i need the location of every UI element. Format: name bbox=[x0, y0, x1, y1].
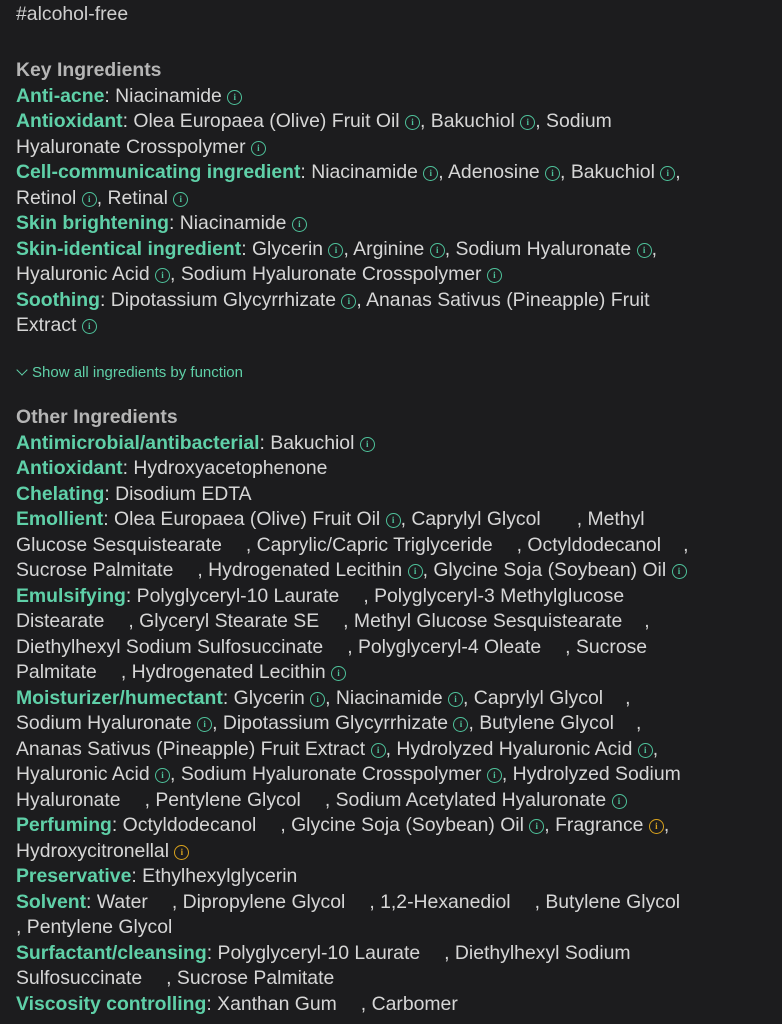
ingredient[interactable]: , Sodium Hyaluronate Crosspolymer bbox=[170, 763, 482, 785]
ingredient[interactable]: , Polyglyceryl-4 Oleate bbox=[347, 635, 542, 658]
ingredient[interactable]: Extract bbox=[16, 314, 77, 336]
info-icon[interactable]: i bbox=[405, 115, 420, 130]
ingredient[interactable]: , Butylene Glycol bbox=[534, 890, 681, 913]
ingredient[interactable]: , Sodium Acetylated Hyaluronate bbox=[324, 788, 607, 811]
ingredient[interactable]: , Glycine Soja (Soybean) Oil bbox=[280, 814, 524, 836]
other-row-solvent-cont bbox=[16, 915, 766, 941]
other-row-moisturizer bbox=[16, 686, 766, 712]
ingredient[interactable]: : Ethylhexylglycerin bbox=[131, 865, 298, 887]
function-label[interactable]: Emulsifying bbox=[16, 584, 126, 607]
ingredient[interactable]: Sucrose Palmitate bbox=[16, 559, 174, 581]
other-row-emollient bbox=[16, 507, 766, 533]
function-label[interactable]: Moisturizer/humectant bbox=[16, 686, 223, 709]
ingredient[interactable]: Ananas Sativus (Pineapple) Fruit Extract bbox=[16, 737, 366, 760]
info-icon[interactable]: i bbox=[612, 794, 627, 809]
ingredient[interactable]: , Sodium Hyaluronate Crosspolymer bbox=[170, 263, 482, 285]
other-ingredients-title: Other Ingredients bbox=[16, 406, 178, 428]
info-icon[interactable]: i bbox=[638, 743, 653, 758]
ingredient[interactable]: , Carbomer bbox=[360, 992, 458, 1015]
ingredient[interactable]: , Bakuchiol bbox=[419, 110, 515, 132]
info-icon[interactable]: i bbox=[408, 564, 423, 579]
other-row-moisturizer-cont3 bbox=[16, 762, 766, 788]
ingredient[interactable]: Hyaluronic Acid bbox=[16, 263, 150, 285]
info-icon[interactable]: i bbox=[545, 166, 560, 181]
ingredient[interactable]: , Dipropylene Glycol bbox=[171, 890, 346, 913]
separator: , bbox=[625, 686, 631, 709]
ingredient[interactable]: Hydroxycitronellal bbox=[16, 839, 170, 862]
info-icon[interactable]: i bbox=[227, 90, 242, 105]
ingredient-list[interactable]: : Niacinamide bbox=[104, 84, 222, 107]
hashtag-alcohol-free[interactable]: #alcohol-free bbox=[16, 3, 129, 25]
key-row-skin-identical bbox=[16, 237, 766, 263]
ingredient[interactable]: , Sodium bbox=[535, 110, 612, 132]
function-label[interactable]: Emollient bbox=[16, 508, 104, 530]
info-icon[interactable]: i bbox=[360, 437, 375, 452]
ingredient[interactable]: , Adenosine bbox=[438, 161, 540, 183]
function-label[interactable]: Surfactant/cleansing bbox=[16, 941, 207, 964]
ingredient[interactable]: : Niacinamide bbox=[300, 161, 418, 183]
ingredient[interactable]: : Hydroxyacetophenone bbox=[122, 457, 328, 479]
warning-info-icon[interactable]: i bbox=[174, 845, 189, 860]
function-label[interactable]: Anti-acne bbox=[16, 84, 105, 107]
ingredient[interactable]: , Arginine bbox=[343, 237, 425, 260]
info-icon[interactable]: i bbox=[292, 217, 307, 232]
other-row-emulsifying-cont2 bbox=[16, 635, 766, 661]
ingredient[interactable]: Distearate bbox=[16, 610, 105, 632]
function-label[interactable]: Perfuming bbox=[16, 814, 112, 836]
function-label[interactable]: Solvent bbox=[16, 890, 87, 913]
key-row-skin-brightening bbox=[16, 211, 766, 237]
function-label[interactable]: Antioxidant bbox=[16, 110, 123, 132]
info-icon[interactable]: i bbox=[386, 513, 401, 528]
key-ingredients-title: Key Ingredients bbox=[16, 59, 162, 81]
info-icon[interactable]: i bbox=[173, 192, 188, 207]
separator: , bbox=[652, 737, 659, 760]
ingredient[interactable]: : Water bbox=[86, 890, 148, 913]
ingredient[interactable]: , Bakuchiol bbox=[560, 161, 655, 183]
ingredient[interactable]: , Ananas Sativus (Pineapple) Fruit bbox=[356, 288, 650, 311]
key-row-skin-identical-cont bbox=[16, 262, 766, 288]
other-row-moisturizer-cont1 bbox=[16, 711, 766, 737]
info-icon[interactable]: i bbox=[660, 166, 675, 181]
other-row-solvent bbox=[16, 890, 766, 916]
info-icon[interactable]: i bbox=[331, 666, 346, 681]
function-label[interactable]: Soothing bbox=[16, 288, 101, 311]
other-row-perfuming bbox=[16, 813, 766, 839]
info-icon[interactable]: i bbox=[155, 268, 170, 283]
chevron-down-icon bbox=[16, 364, 27, 375]
ingredient[interactable]: , Pentylene Glycol bbox=[144, 788, 301, 811]
other-row-antioxidant bbox=[16, 456, 766, 482]
other-row-moisturizer-cont4 bbox=[16, 788, 766, 814]
ingredient[interactable]: Diethylhexyl Sodium Sulfosuccinate bbox=[16, 635, 324, 658]
key-row-soothing bbox=[16, 288, 766, 314]
other-row-emulsifying-cont1 bbox=[16, 609, 766, 635]
info-icon[interactable]: i bbox=[448, 692, 463, 707]
key-row-cell-communicating-cont bbox=[16, 186, 766, 212]
key-ingredients-section bbox=[16, 58, 766, 339]
ingredient[interactable]: Hyaluronic Acid bbox=[16, 763, 150, 785]
ingredient[interactable]: : Niacinamide bbox=[168, 212, 287, 234]
ingredient[interactable]: , Methyl bbox=[576, 508, 645, 530]
info-icon[interactable]: i bbox=[430, 243, 445, 258]
ingredient[interactable]: , Hydrolyzed Sodium bbox=[501, 763, 681, 785]
ingredient[interactable]: , Pentylene Glycol bbox=[16, 916, 173, 938]
function-label[interactable]: Skin brightening bbox=[16, 212, 169, 234]
separator: , bbox=[683, 533, 689, 556]
info-icon[interactable]: i bbox=[637, 243, 652, 258]
ingredient[interactable]: , Sucrose Palmitate bbox=[166, 967, 335, 989]
ingredient[interactable]: Sulfosuccinate bbox=[16, 967, 143, 989]
ingredient[interactable]: , Hydrogenated Lecithin bbox=[197, 559, 403, 581]
ingredient[interactable]: , 1,2-Hexanediol bbox=[369, 890, 511, 913]
info-icon[interactable]: i bbox=[251, 141, 266, 156]
info-icon[interactable]: i bbox=[328, 243, 343, 258]
function-label[interactable]: Viscosity controlling bbox=[16, 992, 207, 1015]
ingredient[interactable]: Retinol bbox=[16, 186, 77, 209]
ingredient[interactable]: , Diethylhexyl Sodium bbox=[444, 941, 631, 964]
info-icon[interactable]: i bbox=[371, 743, 386, 758]
ingredient[interactable]: , Niacinamide bbox=[325, 686, 443, 709]
ingredient[interactable]: , Methyl Glucose Sesquistearate bbox=[343, 610, 623, 632]
other-row-viscosity bbox=[16, 992, 766, 1018]
ingredient[interactable]: , Retinal bbox=[96, 186, 168, 209]
key-row-cell-communicating bbox=[16, 160, 766, 186]
ingredient[interactable]: , Caprylic/Capric Triglyceride bbox=[245, 533, 493, 556]
other-ingredients-section bbox=[16, 405, 766, 1017]
ingredient[interactable]: : Dipotassium Glycyrrhizate bbox=[100, 288, 336, 311]
separator: , bbox=[675, 161, 681, 183]
ingredient[interactable]: : Disodium EDTA bbox=[104, 482, 252, 505]
ingredient[interactable]: : Polyglyceryl-10 Laurate bbox=[125, 584, 340, 607]
other-row-emulsifying bbox=[16, 584, 766, 610]
function-label[interactable]: Cell-communicating ingredient bbox=[16, 161, 301, 183]
function-label[interactable]: Antioxidant bbox=[16, 457, 123, 479]
key-row-antioxidant bbox=[16, 109, 766, 135]
other-row-antimicrobial bbox=[16, 431, 766, 457]
ingredient[interactable]: : Olea Europaea (Olive) Fruit Oil bbox=[122, 110, 400, 132]
function-label[interactable]: Antimicrobial/antibacterial bbox=[16, 431, 260, 454]
other-row-emulsifying-cont3 bbox=[16, 660, 766, 686]
ingredient[interactable]: , Sodium Hyaluronate bbox=[444, 237, 632, 260]
other-row-surfactant-cont bbox=[16, 966, 766, 992]
ingredient[interactable]: , Dipotassium Glycyrrhizate bbox=[212, 712, 449, 734]
show-all-ingredients-link[interactable] bbox=[16, 364, 243, 382]
key-row-antioxidant-cont bbox=[16, 135, 766, 161]
separator: , bbox=[644, 610, 650, 632]
other-row-perfuming-cont bbox=[16, 839, 766, 865]
ingredient[interactable]: : Polyglyceryl-10 Laurate bbox=[206, 941, 421, 964]
function-label[interactable]: Skin-identical ingredient bbox=[16, 237, 242, 260]
other-row-preservative bbox=[16, 864, 766, 890]
ingredient[interactable]: , Glyceryl Stearate SE bbox=[128, 610, 320, 632]
ingredient[interactable]: , Glycine Soja (Soybean) Oil bbox=[422, 559, 667, 581]
ingredient[interactable]: , Caprylyl Glycol bbox=[463, 686, 604, 709]
info-icon[interactable]: i bbox=[423, 166, 438, 181]
ingredient[interactable]: Sodium Hyaluronate bbox=[16, 712, 192, 734]
ingredient[interactable]: Hyaluronate Crosspolymer bbox=[16, 135, 246, 158]
other-row-moisturizer-cont2 bbox=[16, 737, 766, 763]
ingredient[interactable]: : Octyldodecanol bbox=[111, 814, 257, 836]
info-icon[interactable]: i bbox=[310, 692, 325, 707]
info-icon[interactable]: i bbox=[487, 268, 502, 283]
ingredient[interactable]: : Bakuchiol bbox=[259, 431, 355, 454]
ingredient[interactable]: : Glycerin bbox=[222, 686, 305, 709]
ingredient[interactable]: , Hydrolyzed Hyaluronic Acid bbox=[385, 737, 633, 760]
info-icon[interactable]: i bbox=[82, 319, 97, 334]
ingredient[interactable]: : Glycerin bbox=[241, 237, 324, 260]
info-icon[interactable]: i bbox=[453, 717, 468, 732]
ingredient[interactable]: Palmitate bbox=[16, 661, 97, 683]
key-row-soothing-cont bbox=[16, 313, 766, 339]
function-label[interactable]: Preservative bbox=[16, 865, 132, 887]
ingredient[interactable]: , Caprylyl Glycol bbox=[400, 508, 541, 530]
show-all-label: Show all ingredients by function bbox=[32, 364, 243, 381]
info-icon[interactable]: i bbox=[155, 768, 170, 783]
info-icon[interactable]: i bbox=[529, 819, 544, 834]
key-row-anti-acne bbox=[16, 84, 766, 110]
info-icon[interactable]: i bbox=[520, 115, 535, 130]
info-icon[interactable]: i bbox=[82, 192, 97, 207]
other-row-emollient-cont1 bbox=[16, 533, 766, 559]
ingredient[interactable]: , Polyglyceryl-3 Methylglucose bbox=[363, 584, 625, 607]
other-row-chelating bbox=[16, 482, 766, 508]
ingredient[interactable]: , Hydrogenated Lecithin bbox=[120, 661, 326, 683]
separator: , bbox=[663, 814, 670, 836]
function-label[interactable]: Chelating bbox=[16, 482, 105, 505]
ingredient[interactable]: , Butylene Glycol bbox=[468, 712, 614, 734]
ingredient[interactable]: : Xanthan Gum bbox=[206, 992, 337, 1015]
info-icon[interactable]: i bbox=[487, 768, 502, 783]
warning-info-icon[interactable]: i bbox=[649, 819, 664, 834]
ingredient[interactable]: , Sucrose bbox=[565, 635, 648, 658]
ingredient[interactable]: Glucose Sesquistearate bbox=[16, 533, 222, 556]
info-icon[interactable]: i bbox=[672, 564, 687, 579]
separator: , bbox=[651, 237, 657, 260]
ingredient[interactable]: : Olea Europaea (Olive) Fruit Oil bbox=[103, 508, 381, 530]
info-icon[interactable]: i bbox=[341, 294, 356, 309]
other-row-emollient-cont2 bbox=[16, 558, 766, 584]
ingredient[interactable]: Hyaluronate bbox=[16, 788, 121, 811]
ingredient[interactable]: , Fragrance bbox=[544, 814, 644, 836]
separator: , bbox=[635, 712, 642, 734]
info-icon[interactable]: i bbox=[197, 717, 212, 732]
other-row-surfactant bbox=[16, 941, 766, 967]
ingredient[interactable]: , Octyldodecanol bbox=[516, 533, 662, 556]
